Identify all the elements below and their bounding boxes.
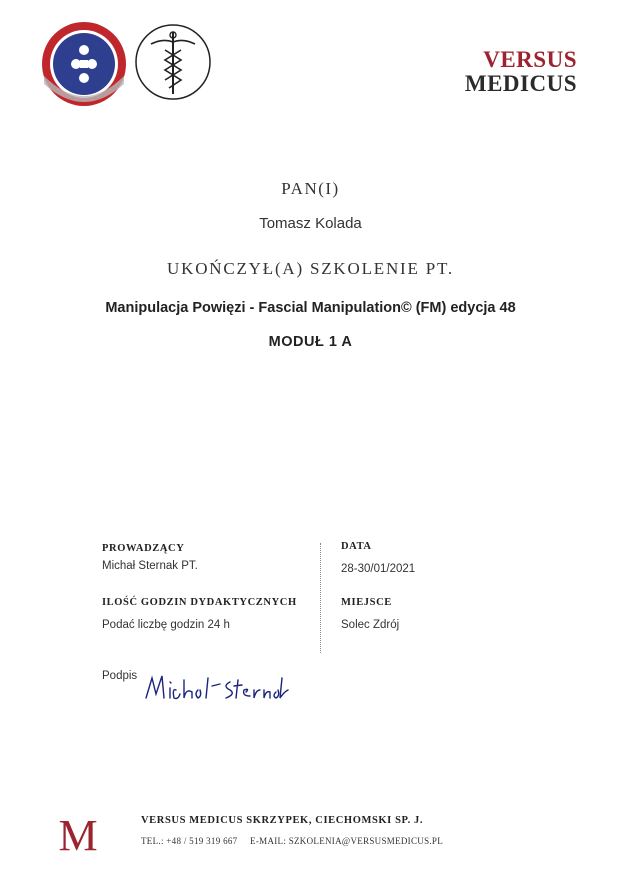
footer-contact xyxy=(141,836,453,846)
signature xyxy=(142,668,292,708)
module-label: MODUŁ 1 A xyxy=(268,334,353,350)
completed-text: UKOŃCZYŁ(A) SZKOLENIE PT. xyxy=(167,259,454,278)
brand-line-1: VERSUS xyxy=(483,47,577,72)
date-value: 28-30/01/2021 xyxy=(341,563,416,575)
instructor-label: PROWADZĄCY xyxy=(102,543,185,554)
brand-line-2: MEDICUS xyxy=(464,71,577,96)
salutation: PAN(I) xyxy=(281,179,340,198)
m-logo-icon xyxy=(54,812,102,856)
brand-wordmark xyxy=(465,48,577,96)
hours-value: Podać liczbę godzin 24 h xyxy=(102,619,230,631)
date-label: DATA xyxy=(341,541,372,552)
signature-label: Podpis xyxy=(102,670,138,682)
hours-label: ILOŚĆ GODZIN DYDAKTYCZNYCH xyxy=(102,597,297,608)
column-divider xyxy=(320,543,321,653)
caduceus-logo-icon xyxy=(133,22,213,102)
course-title: Manipulacja Powięzi - Fascial Manipulation© (FM) edycja 48 xyxy=(105,300,516,316)
place-value: Solec Zdrój xyxy=(341,619,400,631)
recipient-name: Tomasz Kolada xyxy=(259,215,362,232)
place-label: MIEJSCE xyxy=(341,597,392,608)
footer-phone: TEL.: +48 / 519 319 667 xyxy=(141,836,238,846)
footer-company: VERSUS MEDICUS SKRZYPEK, CIECHOMSKI SP. J. xyxy=(141,815,424,826)
instructor-value: Michał Sternak PT. xyxy=(102,560,198,572)
seal-logo-icon xyxy=(40,20,128,108)
footer-email: E-MAIL: SZKOLENIA@VERSUSMEDICUS.PL xyxy=(250,836,444,846)
svg-text:M: M xyxy=(58,812,98,856)
